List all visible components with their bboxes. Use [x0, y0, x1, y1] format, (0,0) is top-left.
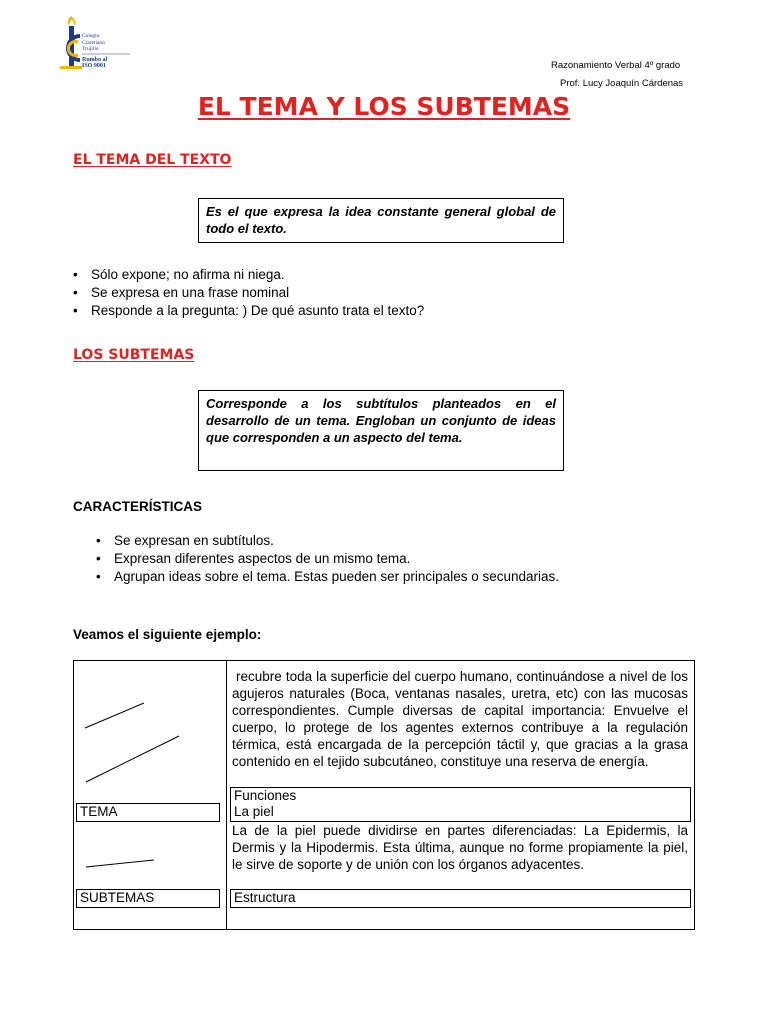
section-heading-tema: EL TEMA DEL TEXTO	[73, 152, 232, 168]
logo-text	[82, 33, 107, 70]
teacher-name: Prof. Lucy Joaquín Cárdenas	[560, 78, 684, 89]
label-box-tema: TEMA	[76, 803, 220, 822]
page-title: EL TEMA Y LOS SUBTEMAS	[197, 92, 571, 121]
list-item: • Se expresan en subtítulos.	[96, 532, 559, 550]
definition-box-subtemas: Corresponde a los subtítulos planteados en el desarrollo de un tema. Engloban un conjunto de ideas que corresponden a un aspecto del tema.	[198, 390, 564, 471]
list-item: • Agrupan ideas sobre el tema. Estas pueden ser principales o secundarias.	[96, 568, 559, 586]
label-box-subtemas: SUBTEMAS	[76, 889, 220, 908]
course-name: Razonamiento Verbal 4º grado	[551, 60, 681, 71]
caracteristicas-bullet-list	[96, 532, 559, 586]
la-piel-text: La piel	[234, 804, 274, 819]
logo-line: Trujillo	[82, 46, 99, 52]
blank-line	[86, 860, 154, 867]
blank-line	[85, 703, 144, 728]
list-item: • Responde a la pregunta: ) De qué asunto trata el texto?	[73, 302, 424, 320]
logo-line: Rumbo al	[82, 56, 108, 63]
definition-box-tema: Es el que expresa la idea constante general global de todo el texto.	[198, 198, 564, 243]
logo-line: Colegio	[82, 33, 100, 39]
list-item: • Sólo expone; no afirma ni niega.	[73, 266, 424, 284]
logo-line: Claretiano	[82, 39, 105, 46]
list-item: • Expresan diferentes aspectos de un mismo tema.	[96, 550, 559, 568]
tema-bullet-list	[73, 266, 424, 320]
answer-box-estructura: Estructura	[230, 889, 691, 908]
answer-box-funciones	[230, 787, 691, 822]
list-item: • Se expresa en una frase nominal	[73, 284, 424, 302]
section-heading-subtemas: LOS SUBTEMAS	[73, 347, 195, 363]
blank-line	[86, 736, 179, 782]
example-paragraph-1: recubre toda la superficie del cuerpo humano, continuándose a nivel de los agujeros naturales (Boca, ventanas nasales, uretra, etc) con las mucosas correspondientes. Cumple diversas de capital importancia: Envuelve el cuerpo, lo protege de los agentes externos contribuye a la regulación térmica, está encargada de la percepción táctil y, que gracias a la grasa contenido en el tejido subcutáneo, constituye una reserva de energía.	[232, 669, 688, 769]
logo-line: ISO 9001	[82, 63, 106, 69]
funciones-text: Funciones	[234, 788, 297, 803]
caracteristicas-heading: CARACTERÍSTICAS	[73, 499, 203, 514]
example-paragraph-2: La de la piel puede dividirse en partes diferenciadas: La Epidermis, la Dermis y la Hipodermis. Esta última, aunque no forme propiamente la piel, le sirve de soporte y de unión con los órganos adyacentes.	[232, 823, 688, 872]
example-intro: Veamos el siguiente ejemplo:	[73, 627, 262, 642]
